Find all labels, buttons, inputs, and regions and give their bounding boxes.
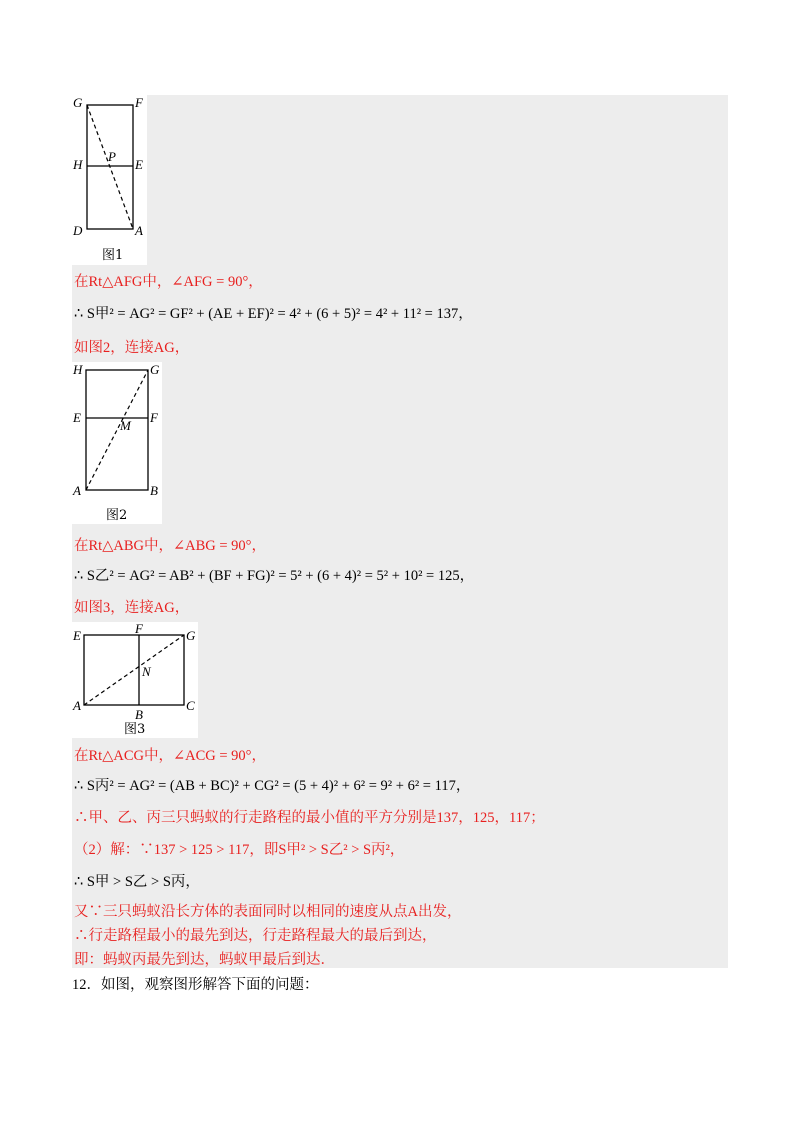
figure-1-caption: 图1 <box>102 248 124 263</box>
label-g: G <box>73 95 83 110</box>
label-b: B <box>150 483 158 498</box>
label-f: F <box>150 410 158 425</box>
label-a: A <box>73 483 81 498</box>
label-d: D <box>73 223 83 238</box>
label-e: E <box>73 628 81 643</box>
label-h: H <box>73 157 83 172</box>
label-m: M <box>120 418 131 433</box>
figure-3-diagram <box>72 622 198 738</box>
label-b: B <box>135 707 143 722</box>
label-h: H <box>73 362 83 377</box>
figure-3-caption: 图3 <box>124 722 146 737</box>
line-12: 又∵三只蚂蚁沿长方体的表面同时以相同的速度从点A出发， <box>74 904 462 920</box>
question-12: 12．如图，观察图形解答下面的问题： <box>72 977 319 993</box>
line-1: 在Rt△AFG中，∠AFG = 90°， <box>74 274 263 290</box>
line-5: ∴ S乙² = AG² = AB² + (BF + FG)² = 5² + (6 + 4)² = 5² + 10² = 125， <box>74 568 475 584</box>
line-9: ∴甲、乙、丙三只蚂蚁的行走路程的最小值的平方分别是137，125，117； <box>74 810 545 826</box>
label-e: E <box>135 157 143 172</box>
line-3: 如图2，连接AG， <box>74 340 190 356</box>
label-g: G <box>186 628 196 643</box>
line-14: 即：蚂蚁丙最先到达，蚂蚁甲最后到达． <box>74 952 335 968</box>
label-p: P <box>108 149 116 164</box>
line-6: 如图3，连接AG， <box>74 600 190 616</box>
figure-2-caption: 图2 <box>106 508 128 523</box>
label-f: F <box>135 622 143 636</box>
label-n: N <box>142 664 151 679</box>
line-13: ∴行走路程最小的最先到达，行走路程最大的最后到达， <box>74 928 437 944</box>
label-g: G <box>150 362 160 377</box>
label-c: C <box>186 698 195 713</box>
line-11: ∴ S甲 > S乙 > S丙， <box>74 874 200 890</box>
solution-panel <box>72 95 728 968</box>
figure-2 <box>72 362 162 524</box>
figure-1-diagram <box>72 95 147 265</box>
line-10: （2）解：∵137 > 125 > 117，即S甲² > S乙² > S丙²， <box>74 842 405 858</box>
figure-1 <box>72 95 147 265</box>
line-4: 在Rt△ABG中，∠ABG = 90°， <box>74 538 266 554</box>
label-a: A <box>73 698 81 713</box>
line-7: 在Rt△ACG中，∠ACG = 90°， <box>74 748 266 764</box>
label-a: A <box>135 223 143 238</box>
line-8: ∴ S丙² = AG² = (AB + BC)² + CG² = (5 + 4)² + 6² = 9² + 6² = 117， <box>74 778 471 794</box>
figure-2-diagram <box>72 362 162 524</box>
figure-3 <box>72 622 198 738</box>
line-2: ∴ S甲² = AG² = GF² + (AE + EF)² = 4² + (6 + 5)² = 4² + 11² = 137， <box>74 306 473 322</box>
label-f: F <box>135 95 143 110</box>
label-e: E <box>73 410 81 425</box>
